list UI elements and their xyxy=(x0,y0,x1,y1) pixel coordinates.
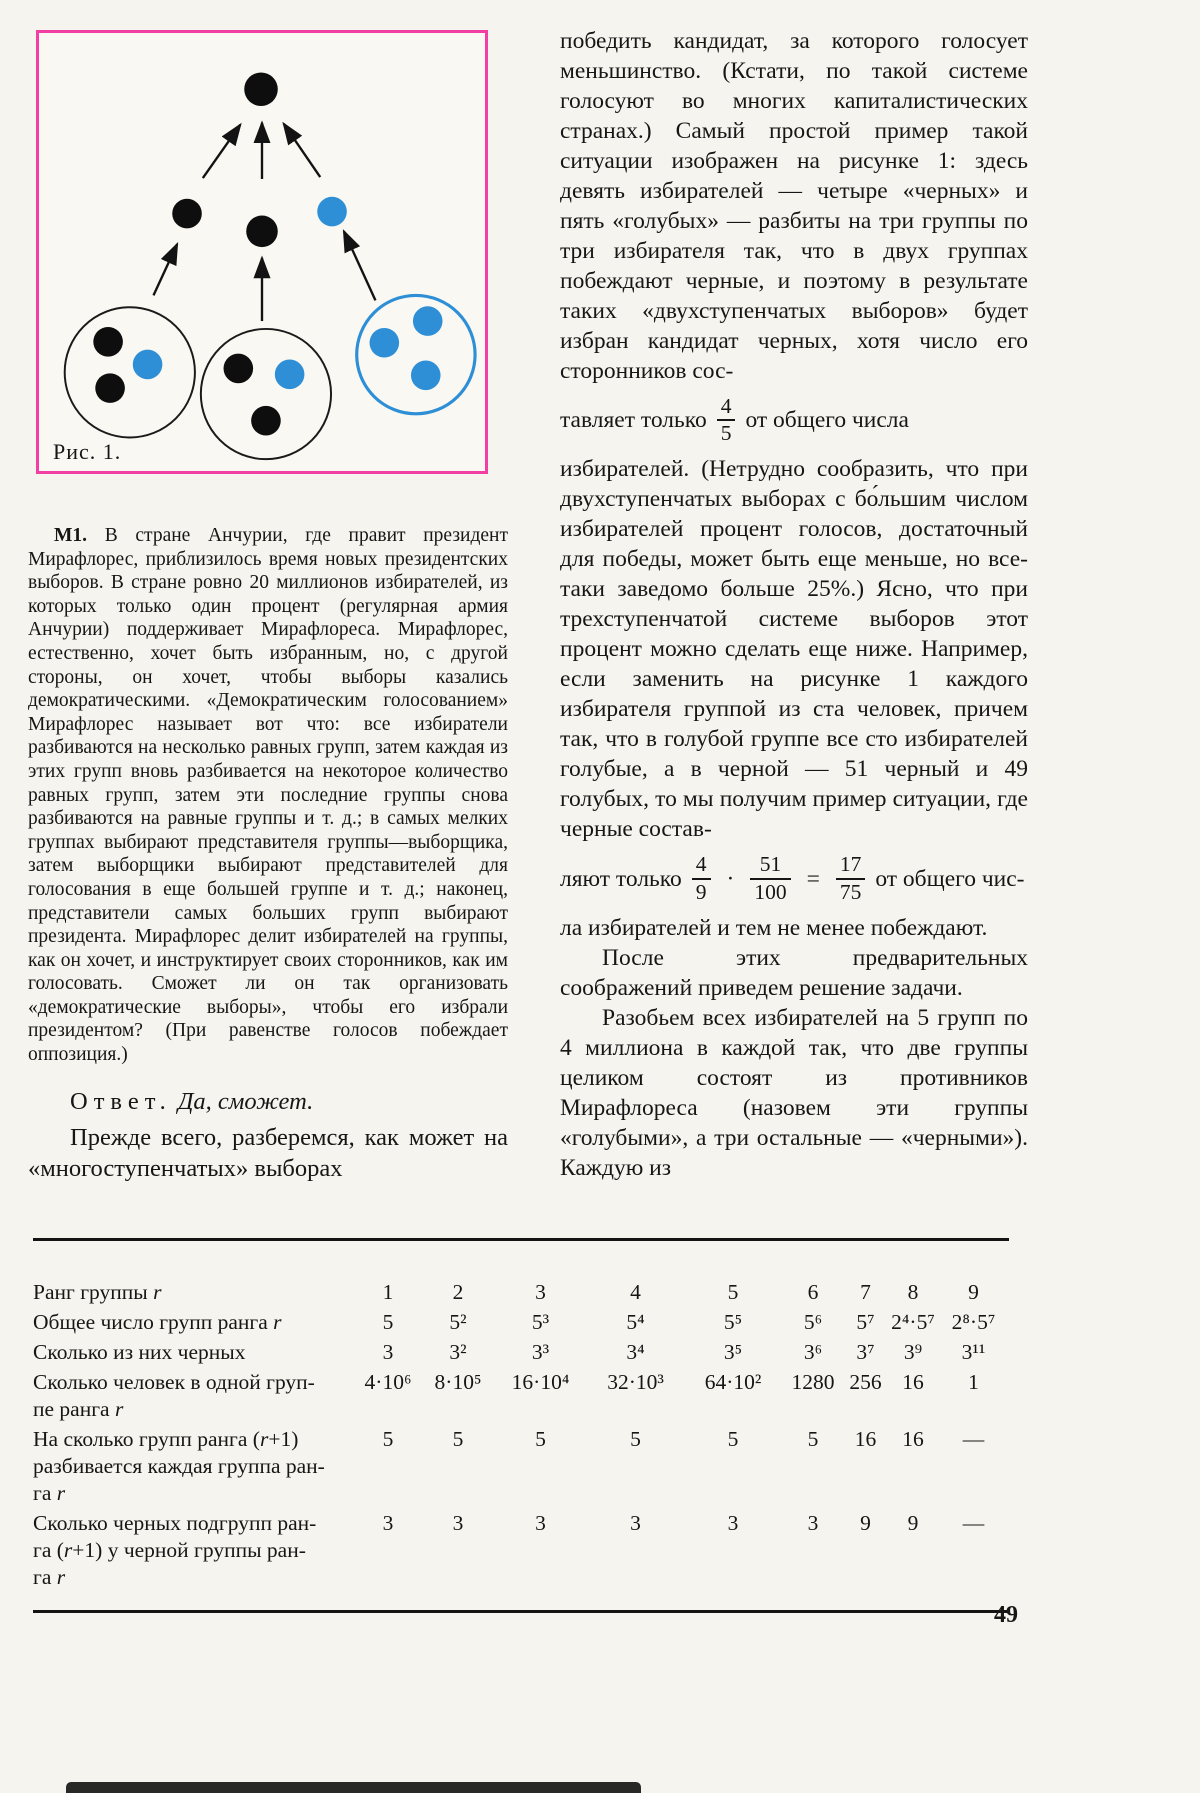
table-cell: 256 xyxy=(849,1370,882,1394)
table-cell: 5 xyxy=(727,1427,739,1451)
solution-paragraph-3: ла избирателей и тем не менее побеждают. xyxy=(560,914,988,941)
group3-dot-blue-2 xyxy=(413,306,443,336)
fraction-line-2-post: от общего чис- xyxy=(875,865,1025,892)
figure-1 xyxy=(36,30,488,474)
scan-edge-artifact xyxy=(66,1782,641,1793)
table-cell: 3² xyxy=(449,1340,467,1364)
figure-caption: Рис. 1. xyxy=(53,439,122,464)
fraction-denominator: 75 xyxy=(836,878,866,904)
table-cell: 5³ xyxy=(531,1310,550,1334)
table-cell: 5 xyxy=(807,1427,819,1451)
table-cell: 5 xyxy=(535,1427,546,1451)
table-cell: 9 xyxy=(907,1511,919,1535)
table-cell: 3 xyxy=(630,1511,641,1535)
equals-sign: = xyxy=(806,865,820,892)
fraction-numerator: 51 xyxy=(759,852,782,877)
solution-paragraph-2: избирателей. (Нетрудно сообразить, что при двухступенчатых выборах с бо́льшим числом избирателей процент голосов, достаточный для победы, может быть еще меньше, но все-таки заведомо больше 25%.) Ясно, что при трехступенчатой системе выборов этот процент можно сделать еще ниже. Например, если заменить на рисунке 1 каждого избирателя группой из ста человек, причем так, что в голубой группе все сто избирателей голубые, а в черной — 51 черный и 49 голубых, то мы получим пример ситуации, где черные состав- xyxy=(560,456,1028,843)
table-cell: 2⁴·5⁷ xyxy=(891,1310,935,1334)
fraction-denominator: 100 xyxy=(750,878,790,904)
arrow-right-to-president xyxy=(284,124,321,177)
fraction-denominator: 9 xyxy=(692,878,711,904)
fraction-line-2-pre: ляют только xyxy=(560,865,682,892)
table-cell: 3 xyxy=(727,1511,739,1535)
fraction-17-75 xyxy=(836,853,866,903)
table-cell: 4·10⁶ xyxy=(364,1370,412,1394)
multiplication-dot: · xyxy=(726,865,735,892)
table-row-label: Сколько из них черных xyxy=(33,1340,246,1364)
table-cell: 5⁵ xyxy=(723,1310,743,1334)
group-circle-1 xyxy=(65,307,195,437)
table-row xyxy=(33,1510,1009,1591)
table-row-label: Сколько человек в одной груп- пе ранга r xyxy=(33,1370,315,1421)
table-cell: 5⁷ xyxy=(856,1310,875,1334)
answer-line xyxy=(28,1086,508,1118)
table-cell: 2⁸·5⁷ xyxy=(951,1310,996,1334)
table-row xyxy=(33,1369,1009,1423)
table-cell: 3 xyxy=(535,1280,546,1304)
table-cell: 3⁹ xyxy=(903,1340,923,1364)
left-column xyxy=(28,26,508,1214)
group1-dot-blue xyxy=(133,350,163,380)
table-cell: 2 xyxy=(452,1280,464,1304)
right-column xyxy=(560,26,1028,1214)
group2-dot-black-2 xyxy=(251,406,281,436)
table-row xyxy=(33,1339,1009,1366)
solution-paragraph-1: победить кандидат, за которого голосует меньшинство. (Кстати, по такой системе голосуют во многих капиталистических странах.) Самый простой пример такой ситуации изображен на рисунке 1: здесь девять избирателей — четыре «черных» и пять «голубых» — разбиты на три группы по три избирателя так, что в двух группах побеждают черные, и поэтому в результате таких «двухступенчатых выборов» будет избран кандидат черных, хотя число его сторонников сос- xyxy=(560,28,1028,384)
elector-black-1 xyxy=(172,199,202,229)
table-row-label: Ранг группы r xyxy=(33,1280,162,1304)
table-cell: — xyxy=(962,1427,985,1451)
elector-black-2 xyxy=(246,216,278,248)
table-cell: 3 xyxy=(382,1511,394,1535)
arrow-group3-to-elector xyxy=(344,231,376,300)
table-row xyxy=(33,1279,1009,1306)
table-cell: 64·10² xyxy=(704,1370,762,1394)
table-cell: 3³ xyxy=(531,1340,550,1364)
table-cell: 16 xyxy=(854,1427,877,1451)
table-cell: 7 xyxy=(860,1280,871,1304)
fraction-line-1-post: от общего числа xyxy=(745,407,909,434)
solution-paragraph-4: После этих предварительных соображений приведем решение задачи. xyxy=(560,944,1028,1001)
table-cell: 16·10⁴ xyxy=(511,1370,570,1394)
solution-paragraph-5: Разобьем всех избирателей на 5 групп по 4 миллиона в каждой так, что две группы целиком состоят из противников Мирафлореса (назовем эти группы «голубыми», а три остальные — «черными»). Каждую из xyxy=(560,1004,1028,1181)
table-cell: 3 xyxy=(807,1511,819,1535)
group2-dot-blue xyxy=(275,360,305,390)
table-row-label: Сколько черных подгрупп ран- га (r+1) у черной группы ран- га r xyxy=(33,1511,317,1589)
rank-table xyxy=(33,1241,1009,1610)
table-cell: 16 xyxy=(902,1427,924,1451)
rank-table-section xyxy=(33,1238,1009,1613)
group-circle-2 xyxy=(201,329,331,459)
page-number: 49 xyxy=(994,1602,1018,1628)
group2-dot-black-1 xyxy=(224,354,254,384)
table-cell: 9 xyxy=(968,1280,979,1304)
answer-label: Ответ. xyxy=(70,1088,172,1116)
table-cell: 4 xyxy=(630,1280,641,1304)
fraction-line-1 xyxy=(560,395,1028,445)
table-cell: 5 xyxy=(452,1427,464,1451)
table-row-label: Общее число групп ранга r xyxy=(33,1310,282,1334)
arrow-left-to-president xyxy=(203,125,240,178)
table-cell: 3 xyxy=(535,1511,546,1535)
table-cell: 32·10³ xyxy=(607,1370,664,1394)
table-row xyxy=(33,1309,1009,1336)
fraction-51-100 xyxy=(750,853,790,903)
arrow-group1-to-elector xyxy=(153,244,177,295)
elector-blue xyxy=(317,197,347,227)
table-cell: 5 xyxy=(382,1427,394,1451)
fraction-numerator: 4 xyxy=(695,852,707,877)
table-cell: 3 xyxy=(452,1511,464,1535)
table-cell: 3¹¹ xyxy=(961,1340,986,1364)
table-cell: 3⁷ xyxy=(856,1340,875,1364)
table-cell: 5² xyxy=(449,1310,467,1334)
table-cell: 16 xyxy=(902,1370,924,1394)
fraction-numerator: 17 xyxy=(839,852,862,877)
fraction-line-2 xyxy=(560,853,1028,903)
table-cell: 3⁵ xyxy=(723,1340,743,1364)
table-row xyxy=(33,1426,1009,1507)
table-cell: 5 xyxy=(630,1427,641,1451)
left-closing-paragraph: Прежде всего, разберемся, как может на «многоступенчатых» выборах xyxy=(28,1124,508,1183)
table-cell: 9 xyxy=(860,1511,871,1535)
group3-dot-blue-3 xyxy=(411,361,441,391)
table-row-label: На сколько групп ранга (r+1) разбивается каждая группа ран- га r xyxy=(33,1427,325,1505)
table-cell: 5⁴ xyxy=(626,1310,645,1334)
table-cell: 8·10⁵ xyxy=(434,1370,482,1394)
election-diagram xyxy=(39,33,485,471)
fraction-4-9 xyxy=(692,853,711,903)
group1-dot-black-1 xyxy=(93,327,123,357)
problem-text: В стране Анчурии, где правит президент Мирафлорес, приблизилось время новых президентских выборов. В стране ровно 20 миллионов избирателей, из которых только один процент (регулярная армия Анчурии) поддерживает Мирафлореса. Мирафлорес, естественно, хочет быть избранным, но, с другой стороны, он хочет, чтобы выборы казались демократическими. «Демократическим голосованием» Мирафлорес называет вот что: все избиратели разбиваются на несколько равных групп, затем каждая из этих групп вновь разбивается на некоторое количество равных групп, затем эти последние группы снова разбиваются на равные группы и т. д.; в самых мелких группах выбирают представителя группы—выборщика, затем выборщики выбирают представителей для голосования в еще большей группе и т. д.; наконец, представители самых больших групп выбирают президента. Мирафлорес делит избирателей на группы, как он хочет, и инструктирует своих сторонников, как им голосовать. Сможет ли он так организовать «демократические выборы», чтобы его избрали президентом? (При равенстве голосов побеждает оппозиция.) xyxy=(28,525,508,1066)
table-cell: 1280 xyxy=(791,1370,835,1394)
table-cell: 5⁶ xyxy=(803,1310,823,1334)
table-cell: 6 xyxy=(807,1280,819,1304)
table-bottom-rule xyxy=(33,1610,1009,1613)
table-cell: 3⁶ xyxy=(803,1340,823,1364)
table-cell: 5 xyxy=(382,1310,394,1334)
table-cell: 3⁴ xyxy=(626,1340,645,1364)
fraction-denominator: 5 xyxy=(717,419,736,445)
fraction-line-1-pre: тавляет только xyxy=(560,407,707,434)
fraction-numerator: 4 xyxy=(720,394,732,418)
table-cell: 8 xyxy=(907,1280,919,1304)
table-cell: 1 xyxy=(968,1370,979,1394)
problem-statement xyxy=(28,524,508,1067)
fraction-4-5 xyxy=(717,395,736,445)
group3-dot-blue-1 xyxy=(370,328,400,358)
problem-number: М1. xyxy=(54,525,88,546)
table-cell: 1 xyxy=(382,1280,394,1304)
answer-text: Да, сможет. xyxy=(177,1088,314,1116)
table-cell: — xyxy=(962,1511,985,1535)
president-dot xyxy=(244,72,278,106)
table-cell: 3 xyxy=(382,1340,394,1364)
table-cell: 5 xyxy=(727,1280,739,1304)
group1-dot-black-2 xyxy=(95,373,125,403)
